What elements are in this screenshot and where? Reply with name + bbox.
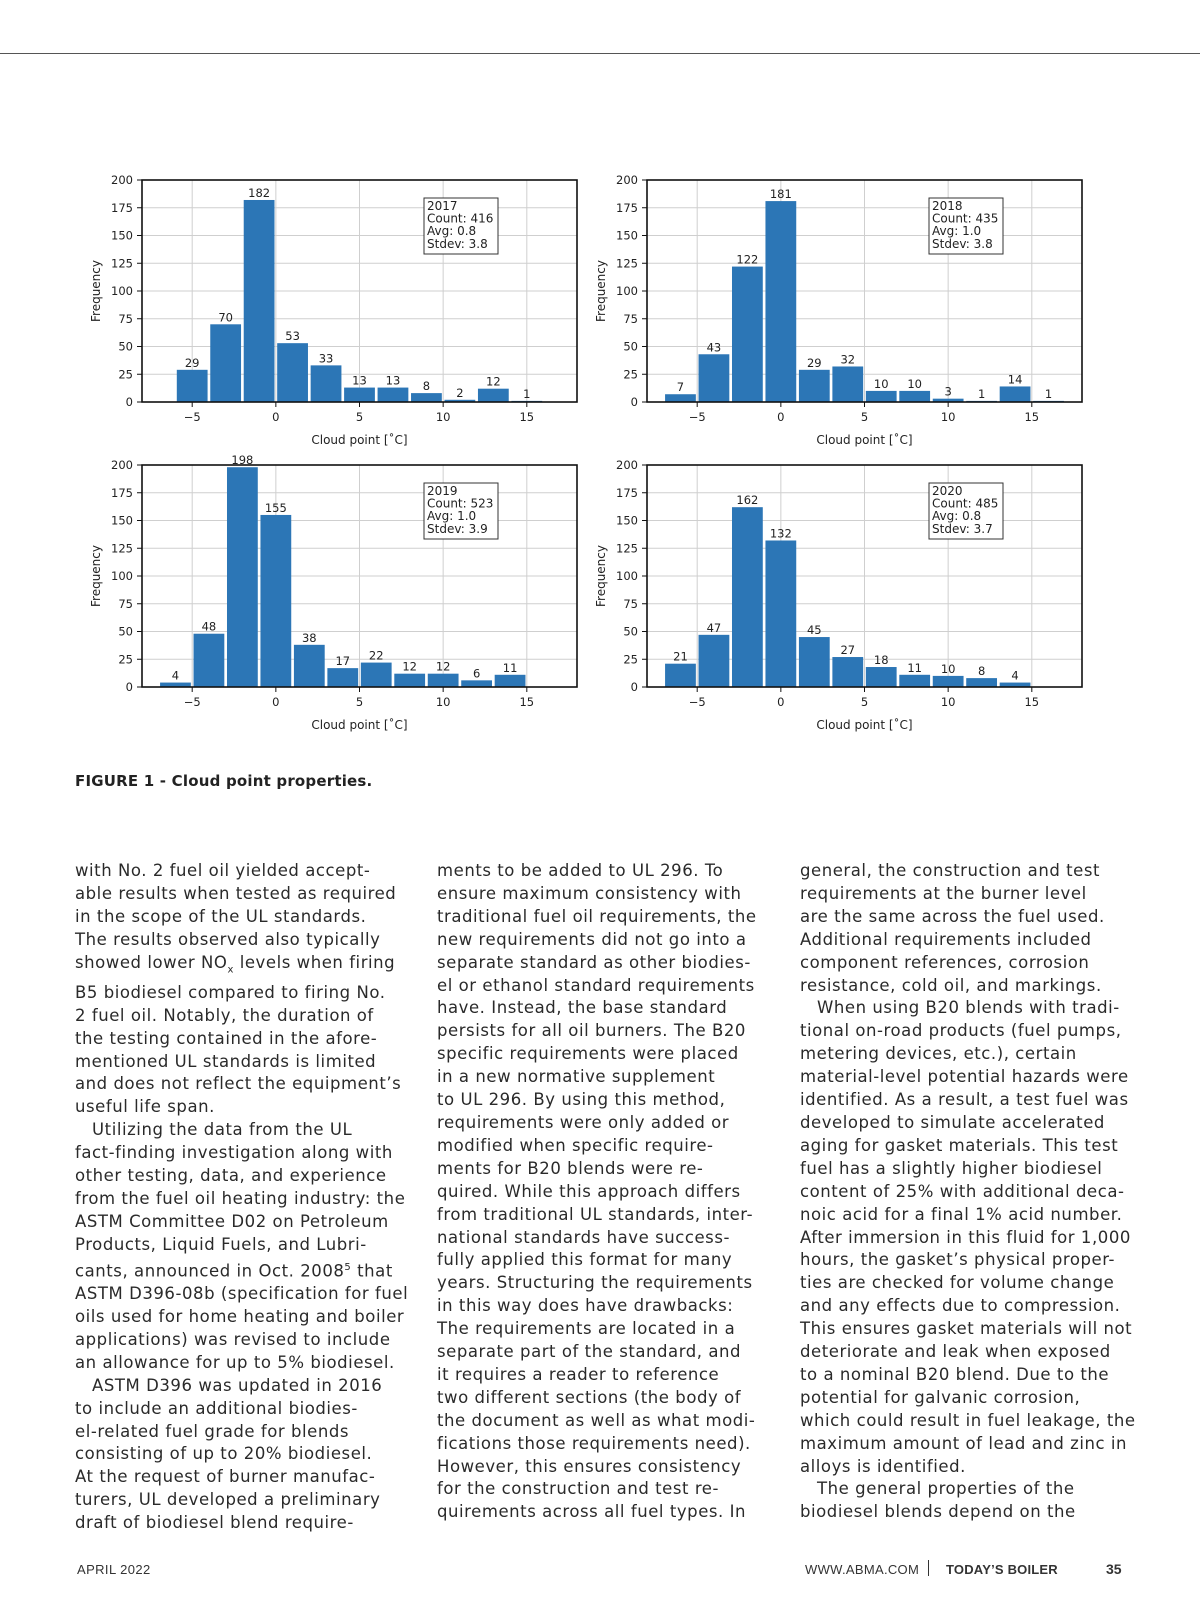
bar-value-label: 1 xyxy=(1044,386,1053,401)
text-line: Products, Liquid Fuels, and Lubri- xyxy=(75,1234,367,1254)
bar-value-label: 53 xyxy=(285,329,300,344)
histogram-bar xyxy=(832,366,863,402)
bar-value-label: 3 xyxy=(944,384,952,399)
x-tick-label: 0 xyxy=(272,410,280,424)
text-line: in a new normative supplement xyxy=(437,1067,716,1087)
histogram-bar xyxy=(227,467,258,687)
text-line: years. Structuring the requirements xyxy=(437,1273,753,1293)
text-line: This ensures gasket materials will not xyxy=(800,1319,1133,1339)
y-tick-label: 75 xyxy=(118,596,133,611)
text-line: component references, corrosion xyxy=(800,952,1090,972)
bar-value-label: 18 xyxy=(873,653,889,668)
text-line: other testing, data, and experience xyxy=(75,1166,387,1186)
bar-value-label: 1 xyxy=(977,386,986,401)
histogram-bar xyxy=(665,664,696,687)
bar-value-label: 45 xyxy=(806,623,822,638)
article-column-1 xyxy=(75,860,410,1535)
histogram-bar xyxy=(244,200,275,402)
text-line: mentioned UL standards is limited xyxy=(75,1051,377,1071)
histogram-svg-2019 xyxy=(74,455,594,745)
histogram-bar xyxy=(361,663,392,687)
text-line: cants, announced in Oct. 2008$^5$ that xyxy=(75,1261,393,1281)
bar-value-label: 6 xyxy=(472,666,481,681)
x-tick-label: 15 xyxy=(519,695,535,709)
text-line: ties are checked for volume change xyxy=(800,1273,1115,1293)
stats-text: Avg: 1.0 xyxy=(932,224,982,239)
text-line: metering devices, etc.), certain xyxy=(800,1044,1077,1064)
x-tick-label: 5 xyxy=(860,410,869,424)
text-line: developed to simulate accelerated xyxy=(800,1112,1105,1132)
bar-value-label: 12 xyxy=(486,374,501,389)
bar-value-label: 10 xyxy=(873,376,889,391)
text-line: separate standard as other biodies- xyxy=(437,952,751,972)
text-line: to UL 296. By using this method, xyxy=(437,1090,726,1110)
bar-value-label: 162 xyxy=(736,493,759,508)
histogram-2017 xyxy=(74,170,594,460)
bar-value-label: 2 xyxy=(456,385,464,400)
histogram-bar xyxy=(899,391,930,402)
bar-value-label: 17 xyxy=(335,654,351,669)
histogram-bar xyxy=(277,343,308,402)
text-line: to include an additional biodies- xyxy=(75,1398,358,1418)
text-line: fact-finding investigation along with xyxy=(75,1143,393,1163)
text-line: in this way does have drawbacks: xyxy=(437,1296,734,1316)
x-tick-label: 10 xyxy=(435,695,451,709)
y-tick-label: 50 xyxy=(623,339,638,354)
y-tick-label: 150 xyxy=(111,513,133,528)
text-line: the testing contained in the afore- xyxy=(75,1028,378,1048)
x-tick-label: 5 xyxy=(355,410,364,424)
text-line: The results observed also typically xyxy=(75,929,381,949)
histogram-svg-2018 xyxy=(579,170,1099,460)
y-tick-label: 25 xyxy=(623,367,638,382)
text-line: traditional fuel oil requirements, the xyxy=(437,906,757,926)
histogram-bar xyxy=(294,645,325,687)
histogram-bar xyxy=(411,393,442,402)
bar-value-label: 8 xyxy=(422,379,431,394)
histogram-bar xyxy=(799,370,830,402)
bar-value-label: 4 xyxy=(1011,668,1019,683)
y-tick-label: 125 xyxy=(616,256,638,271)
stats-text: Avg: 0.8 xyxy=(932,509,982,524)
stats-text: Stdev: 3.7 xyxy=(932,521,993,536)
x-tick-label: 15 xyxy=(519,410,535,424)
text-line: from the fuel oil heating industry: the xyxy=(75,1188,406,1208)
histogram-2019 xyxy=(74,455,594,745)
text-line: from traditional UL standards, inter- xyxy=(437,1204,754,1224)
y-tick-label: 50 xyxy=(118,339,133,354)
stats-text: Count: 485 xyxy=(932,496,999,511)
text-line: separate part of the standard, and xyxy=(437,1342,742,1362)
page-footer xyxy=(0,1560,1200,1580)
text-line: quired. While this approach differs xyxy=(437,1181,741,1201)
bar-value-label: 43 xyxy=(706,340,722,355)
y-tick-label: 75 xyxy=(623,596,638,611)
y-tick-label: 0 xyxy=(125,680,133,694)
x-axis-label: Cloud point [˚C] xyxy=(816,718,913,732)
bar-value-label: 29 xyxy=(184,355,200,370)
y-tick-label: 100 xyxy=(111,569,133,583)
y-tick-label: 150 xyxy=(616,513,638,528)
bar-value-label: 11 xyxy=(502,660,518,675)
bar-value-label: 8 xyxy=(977,664,986,679)
text-line: ASTM D396-08b (specification for fuel xyxy=(75,1284,409,1304)
text-line: oils used for home heating and boiler xyxy=(75,1307,405,1327)
text-line: fully applied this format for many xyxy=(437,1250,733,1270)
bar-value-label: 155 xyxy=(264,500,287,515)
text-line: el or ethanol standard requirements xyxy=(437,975,755,995)
stats-text: Stdev: 3.8 xyxy=(932,236,993,251)
text-line: noic acid for a final 1% acid number. xyxy=(800,1204,1123,1224)
y-tick-label: 100 xyxy=(616,284,638,298)
footer-website[interactable]: WWW.ABMA.COM xyxy=(805,1562,920,1577)
bar-value-label: 10 xyxy=(940,661,956,676)
text-line: requirements were only added or xyxy=(437,1112,730,1132)
text-line: requirements at the burner level xyxy=(800,883,1087,903)
x-tick-label: −5 xyxy=(183,410,201,424)
article-column-2 xyxy=(437,860,772,1524)
bar-value-label: 48 xyxy=(201,619,217,634)
footer-date: APRIL 2022 xyxy=(77,1562,151,1577)
x-tick-label: 5 xyxy=(860,695,869,709)
y-tick-label: 200 xyxy=(616,458,638,472)
text-line: the document as well as what modi- xyxy=(437,1410,756,1430)
text-line: applications) was revised to include xyxy=(75,1329,391,1349)
text-line: are the same across the fuel used. xyxy=(800,906,1105,926)
text-line: content of 25% with additional deca- xyxy=(800,1181,1125,1201)
text-line: hours, the gasket’s physical proper- xyxy=(800,1250,1116,1270)
stats-text: Avg: 0.8 xyxy=(427,224,477,239)
text-line: The requirements are located in a xyxy=(437,1319,736,1339)
y-tick-label: 125 xyxy=(616,541,638,556)
x-tick-label: 0 xyxy=(777,410,785,424)
text-line: tional on-road products (fuel pumps, xyxy=(800,1021,1122,1041)
histogram-bar xyxy=(260,515,291,687)
bar-value-label: 122 xyxy=(736,252,759,267)
bar-value-label: 33 xyxy=(318,351,334,366)
y-tick-label: 25 xyxy=(118,367,133,382)
y-tick-label: 100 xyxy=(616,569,638,583)
text-line: biodiesel blends depend on the xyxy=(800,1502,1076,1522)
y-axis-label: Frequency xyxy=(89,545,103,607)
footer-separator xyxy=(928,1560,929,1576)
stats-text: Avg: 1.0 xyxy=(427,509,477,524)
stats-text: 2018 xyxy=(932,199,963,213)
text-line: persists for all oil burners. The B20 xyxy=(437,1021,746,1041)
histogram-svg-2017 xyxy=(74,170,594,460)
histogram-bar xyxy=(765,201,796,402)
y-tick-label: 125 xyxy=(111,256,133,271)
text-line: an allowance for up to 5% biodiesel. xyxy=(75,1352,395,1372)
bar-value-label: 21 xyxy=(673,649,688,664)
text-line: ments for B20 blends were re- xyxy=(437,1158,704,1178)
y-tick-label: 200 xyxy=(616,173,638,187)
text-line: able results when tested as required xyxy=(75,883,397,903)
bar-value-label: 4 xyxy=(171,668,180,683)
text-line: in the scope of the UL standards. xyxy=(75,906,367,926)
histogram-bar xyxy=(866,391,897,402)
bar-value-label: 1 xyxy=(523,386,531,401)
x-tick-label: 0 xyxy=(777,695,785,709)
text-line: turers, UL developed a preliminary xyxy=(75,1490,381,1510)
bar-value-label: 132 xyxy=(769,526,792,541)
y-tick-label: 75 xyxy=(118,311,133,326)
x-tick-label: −5 xyxy=(688,410,706,424)
y-tick-label: 150 xyxy=(111,228,133,243)
text-line: potential for galvanic corrosion, xyxy=(800,1387,1081,1407)
text-line: to a nominal B20 blend. Due to the xyxy=(800,1364,1110,1384)
stats-text: 2017 xyxy=(427,199,458,213)
text-line: ensure maximum consistency with xyxy=(437,883,742,903)
histogram-bar xyxy=(732,507,763,687)
bar-value-label: 47 xyxy=(706,620,722,635)
footer-magazine: TODAY’S BOILER xyxy=(946,1562,1058,1577)
text-line: national standards have success- xyxy=(437,1227,730,1247)
text-line: which could result in fuel leakage, the xyxy=(800,1410,1136,1430)
text-line: with No. 2 fuel oil yielded accept- xyxy=(75,861,371,880)
bar-value-label: 29 xyxy=(806,355,822,370)
text-line: new requirements did not go into a xyxy=(437,929,747,949)
text-line: general, the construction and test xyxy=(800,861,1101,880)
histogram-bar xyxy=(866,667,897,687)
text-line: alloys is identified. xyxy=(800,1456,966,1476)
histogram-bar xyxy=(327,668,358,687)
text-line: 2 fuel oil. Notably, the duration of xyxy=(75,1005,374,1025)
x-tick-label: 15 xyxy=(1024,410,1040,424)
histogram-bar xyxy=(765,540,796,687)
y-tick-label: 175 xyxy=(111,200,133,215)
x-tick-label: 15 xyxy=(1024,695,1040,709)
bar-value-label: 32 xyxy=(840,352,856,367)
y-tick-label: 0 xyxy=(630,395,638,409)
text-line: el-related fuel grade for blends xyxy=(75,1421,350,1441)
bar-value-label: 27 xyxy=(840,643,856,658)
text-line: showed lower $NO_x$ levels when firing xyxy=(75,952,396,975)
histogram-bar xyxy=(899,675,930,687)
histogram-2018 xyxy=(579,170,1099,460)
page-number: 35 xyxy=(1106,1561,1122,1577)
text-line: it requires a reader to reference xyxy=(437,1364,720,1384)
bar-value-label: 14 xyxy=(1007,372,1023,387)
y-tick-label: 0 xyxy=(125,395,133,409)
text-line: identified. As a result, a test fuel was xyxy=(800,1090,1129,1110)
x-tick-label: −5 xyxy=(688,695,706,709)
y-tick-label: 50 xyxy=(623,624,638,639)
bar-value-label: 12 xyxy=(402,659,418,674)
text-line: ASTM Committee D02 on Petroleum xyxy=(75,1211,389,1231)
bar-value-label: 38 xyxy=(301,630,317,645)
text-line: After immersion in this fluid for 1,000 xyxy=(800,1227,1131,1247)
x-tick-label: 10 xyxy=(435,410,451,424)
text-line: and any effects due to compression. xyxy=(800,1296,1121,1316)
histogram-bar xyxy=(799,637,830,687)
histogram-2020 xyxy=(579,455,1099,745)
stats-text: Stdev: 3.9 xyxy=(427,521,488,536)
histogram-bar xyxy=(378,388,409,402)
bar-value-label: 13 xyxy=(385,373,401,388)
histogram-bar xyxy=(428,674,459,687)
y-tick-label: 175 xyxy=(111,485,133,500)
histogram-bar xyxy=(933,676,964,687)
text-line: ments to be added to UL 296. To xyxy=(437,861,724,880)
y-tick-label: 200 xyxy=(111,173,133,187)
text-line: However, this ensures consistency xyxy=(437,1456,742,1476)
text-line: ASTM D396 was updated in 2016 xyxy=(75,1375,383,1395)
histogram-bar xyxy=(966,678,997,687)
y-tick-label: 175 xyxy=(616,200,638,215)
stats-text: 2020 xyxy=(932,484,963,498)
histogram-bar xyxy=(495,675,526,687)
bar-value-label: 10 xyxy=(907,376,923,391)
y-tick-label: 25 xyxy=(623,652,638,667)
text-line: fications those requirements need). xyxy=(437,1433,751,1453)
bar-value-label: 198 xyxy=(231,453,254,468)
y-tick-label: 25 xyxy=(118,652,133,667)
text-line: maximum amount of lead and zinc in xyxy=(800,1433,1128,1453)
y-tick-label: 50 xyxy=(118,624,133,639)
text-line: useful life span. xyxy=(75,1097,215,1117)
y-tick-label: 75 xyxy=(623,311,638,326)
x-tick-label: 10 xyxy=(940,695,956,709)
text-line: modified when specific require- xyxy=(437,1135,714,1155)
bar-value-label: 181 xyxy=(769,187,792,202)
histogram-bar xyxy=(311,365,342,402)
y-axis-label: Frequency xyxy=(594,545,608,607)
text-line: material-level potential hazards were xyxy=(800,1067,1129,1087)
stats-text: 2019 xyxy=(427,484,458,498)
x-axis-label: Cloud point [˚C] xyxy=(816,433,913,447)
histogram-bar xyxy=(832,657,863,687)
stats-text: Stdev: 3.8 xyxy=(427,236,488,251)
bar-value-label: 7 xyxy=(676,380,685,395)
bar-value-label: 12 xyxy=(435,659,451,674)
histogram-svg-2020 xyxy=(579,455,1099,745)
stats-text: Count: 416 xyxy=(427,211,494,226)
y-tick-label: 0 xyxy=(630,680,638,694)
text-line: fuel has a slightly higher biodiesel xyxy=(800,1158,1103,1178)
x-tick-label: −5 xyxy=(183,695,201,709)
superscript: 5 xyxy=(344,1261,352,1273)
histogram-bar xyxy=(394,674,425,687)
bar-value-label: 22 xyxy=(368,648,384,663)
x-tick-label: 5 xyxy=(355,695,364,709)
histogram-bar xyxy=(478,389,509,402)
bar-value-label: 11 xyxy=(907,660,923,675)
text-line: At the request of burner manufac- xyxy=(75,1467,376,1487)
y-tick-label: 175 xyxy=(616,485,638,500)
text-line: resistance, cold oil, and markings. xyxy=(800,975,1102,995)
histogram-bar xyxy=(194,634,225,687)
histogram-bar xyxy=(210,324,241,402)
y-tick-label: 125 xyxy=(111,541,133,556)
histogram-bar xyxy=(461,680,492,687)
header-rule xyxy=(0,53,1200,54)
subscript: x xyxy=(227,963,234,975)
y-axis-label: Frequency xyxy=(89,260,103,322)
histogram-bar xyxy=(699,354,730,402)
text-line: have. Instead, the base standard xyxy=(437,998,728,1018)
stats-text: Count: 523 xyxy=(427,496,494,511)
bar-value-label: 182 xyxy=(248,185,271,200)
text-line: The general properties of the xyxy=(800,1479,1075,1499)
figure-cloud-point xyxy=(74,170,1134,770)
text-line: When using B20 blends with tradi- xyxy=(800,998,1120,1018)
bar-value-label: 13 xyxy=(352,373,367,388)
histogram-bar xyxy=(1000,386,1031,402)
text-line: aging for gasket materials. This test xyxy=(800,1135,1119,1155)
text-line: deteriorate and leak when exposed xyxy=(800,1342,1111,1362)
text-line: Utilizing the data from the UL xyxy=(75,1120,353,1140)
histogram-bar xyxy=(699,635,730,687)
text-line: B5 biodiesel compared to firing No. xyxy=(75,982,386,1002)
x-axis-label: Cloud point [˚C] xyxy=(311,718,408,732)
stats-text: Count: 435 xyxy=(932,211,999,226)
text-line: and does not reflect the equipment’s xyxy=(75,1074,402,1094)
text-line: for the construction and test re- xyxy=(437,1479,720,1499)
text-line: Additional requirements included xyxy=(800,929,1092,949)
y-tick-label: 100 xyxy=(111,284,133,298)
figure-caption: FIGURE 1 - Cloud point properties. xyxy=(75,772,373,790)
text-line: specific requirements were placed xyxy=(437,1044,739,1064)
histogram-bar xyxy=(344,388,375,402)
article-column-3 xyxy=(800,860,1135,1524)
y-axis-label: Frequency xyxy=(594,260,608,322)
x-tick-label: 0 xyxy=(272,695,280,709)
text-line: consisting of up to 20% biodiesel. xyxy=(75,1444,373,1464)
y-tick-label: 200 xyxy=(111,458,133,472)
x-tick-label: 10 xyxy=(940,410,956,424)
text-line: quirements across all fuel types. In xyxy=(437,1502,747,1522)
histogram-bar xyxy=(732,267,763,402)
text-line: two different sections (the body of xyxy=(437,1387,742,1407)
x-axis-label: Cloud point [˚C] xyxy=(311,433,408,447)
text-line: draft of biodiesel blend require- xyxy=(75,1513,354,1533)
histogram-bar xyxy=(177,370,208,402)
bar-value-label: 70 xyxy=(218,310,233,325)
histogram-bar xyxy=(665,394,696,402)
y-tick-label: 150 xyxy=(616,228,638,243)
